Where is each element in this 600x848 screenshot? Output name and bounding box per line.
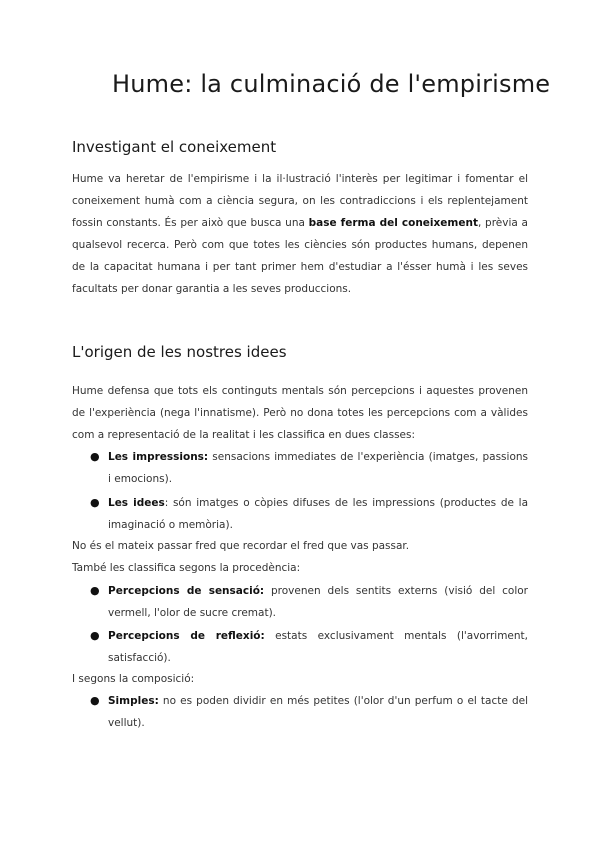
bullet-dot: ●	[90, 584, 100, 597]
list-item-impressions	[108, 446, 528, 490]
paragraph-investigant-text-1: Hume va heretar de l'empirisme i la il·lustració l'interès per legitimar i fomentar el coneixement humà com a ciència segura, on les contradiccions i els replentejament fossin constants. És per això que busca una	[72, 173, 528, 229]
term-sensacio: Percepcions de sensació:	[108, 585, 265, 597]
term-impressions: Les impressions:	[108, 451, 209, 463]
term-reflexio: Percepcions de reflexió:	[108, 630, 265, 642]
bullet-dot: ●	[90, 629, 100, 642]
bold-base-ferma: base ferma del coneixement	[308, 217, 478, 229]
bullet-dot: ●	[90, 496, 100, 509]
document-title: Hume: la culminació de l'empirisme	[112, 70, 551, 98]
list-item-sensacio	[108, 580, 528, 624]
text-simples: no es poden dividir en més petites (l'olor d'un perfum o el tacte del vellut).	[108, 695, 528, 729]
text-impressions: sensacions immediates de l'experiència (imatges, passions i emocions).	[108, 451, 528, 485]
line-composicio: I segons la composició:	[72, 673, 195, 685]
paragraph-investigant-text-2: , prèvia a qualsevol recerca. Però com que totes les ciències són productes humans, depenen de la capacitat humana i per tant primer hem d'estudiar a l'ésser humà i les seves facultats per donar garantia a les seves produccions.	[72, 217, 528, 295]
list-item-simples	[108, 690, 528, 734]
text-reflexio: estats exclusivament mentals (l'avorriment, satisfacció).	[108, 630, 529, 664]
section-heading-investigant: Investigant el coneixement	[72, 138, 277, 156]
bullet-dot: ●	[90, 694, 100, 707]
text-sensacio: provenen dels sentits externs (visió del color vermell, l'olor de sucre cremat).	[108, 585, 528, 619]
text-idees: : són imatges o còpies difuses de les impressions (productes de la imaginació o memòria).	[108, 497, 529, 531]
bullet-dot: ●	[90, 450, 100, 463]
line-classifica: També les classifica segons la procedència:	[72, 562, 301, 574]
paragraph-origen-intro: Hume defensa que tots els continguts mentals són percepcions i aquestes provenen de l'experiència (nega l'innatisme). Però no dona totes les percepcions com a vàlides com a representació de la realitat i les classifica en dues classes:	[72, 385, 528, 441]
term-simples: Simples:	[108, 695, 159, 707]
section-heading-origen: L'origen de les nostres idees	[72, 343, 287, 361]
paragraph-investigant	[72, 168, 528, 300]
list-item-idees	[108, 492, 528, 536]
line-fred: No és el mateix passar fred que recordar el fred que vas passar.	[72, 540, 410, 552]
list-item-reflexio	[108, 625, 528, 669]
term-idees: Les idees	[108, 497, 165, 509]
